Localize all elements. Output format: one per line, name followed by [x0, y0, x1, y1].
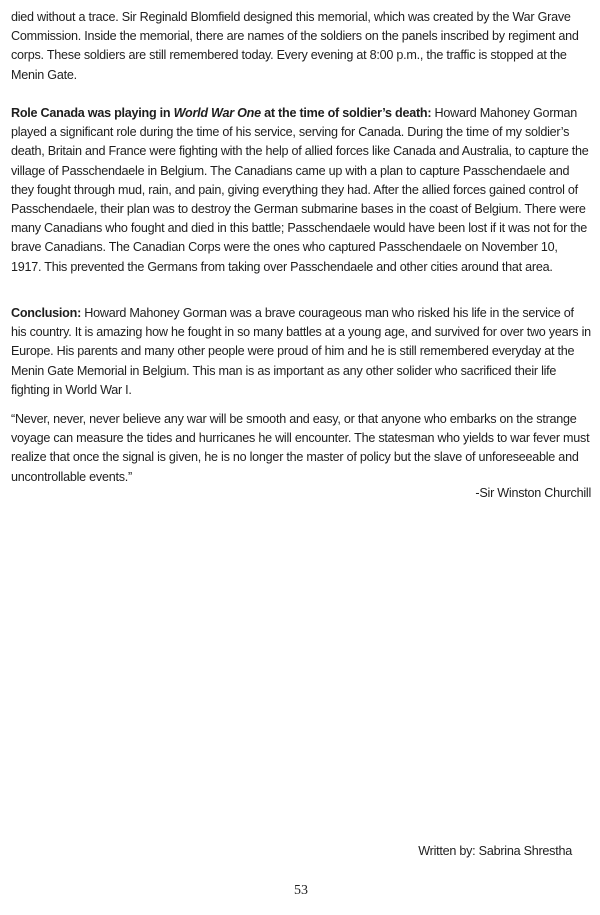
paragraph-role-canada: [11, 104, 591, 277]
quote-attribution: -Sir Winston Churchill: [475, 486, 591, 500]
section-heading-role: [11, 106, 431, 120]
heading-italic-text: World War One: [173, 106, 261, 120]
section-heading-conclusion: Conclusion:: [11, 306, 82, 320]
paragraph-menin-gate: died without a trace. Sir Reginald Blomfield designed this memorial, which was created by the War Grave Commission. Inside the memorial, there are names of the soldiers on the panels inscribed by regiment and corps. These soldiers are still remembered today. Every evening at 8:00 p.m., the traffic is stopped at the Menin Gate.: [11, 10, 579, 82]
paragraph-body: Howard Mahoney Gorman played a significant role during the time of his service, serving for Canada. During the time of my soldier’s death, Britain and France were fighting with the help of allied forces like Canada and Australia, to capture the village of Passchendaele in Belgium. The Canadians came up with a plan to capture Passchendaele and they fought through mud, rain, and pain, giving everything they had. After the allied forces gained control of Passchendaele, their plan was to destroy the German submarine bases in the coast of Belgium. There were many Canadians who fought and died in this battle; Passchendaele would have been lost if it was not for the brave Canadians. The Canadian Corps were the ones who captured Passchendaele on November 10, 1917. This prevented the Germans from taking over Passchendaele and other cities around that area.: [11, 106, 589, 274]
paragraph-conclusion: [11, 304, 591, 400]
heading-text: Role Canada was playing in: [11, 106, 174, 120]
quote-churchill: “Never, never, never believe any war will be smooth and easy, or that anyone who embarks on the strange voyage can measure the tides and hurricanes he will encounter. The statesman who yields to war fever must realize that once the signal is given, he is no longer the master of policy but the slave of unforeseeable and uncontrollable events.”: [11, 412, 590, 484]
heading-text: at the time of soldier’s death:: [260, 106, 432, 120]
page-number: 53: [294, 883, 308, 898]
paragraph-body: Howard Mahoney Gorman was a brave courageous man who risked his life in the service of his country. It is amazing how he fought in so many battles at a young age, and survived for over two years in Europe. His parents and many other people were proud of him and he is still remembered everyday at the Menin Gate Memorial in Belgium. This man is as important as any other solider who sacrificed their life fighting in World War I.: [11, 306, 591, 397]
author-byline: Written by: Sabrina Shrestha: [418, 844, 572, 858]
